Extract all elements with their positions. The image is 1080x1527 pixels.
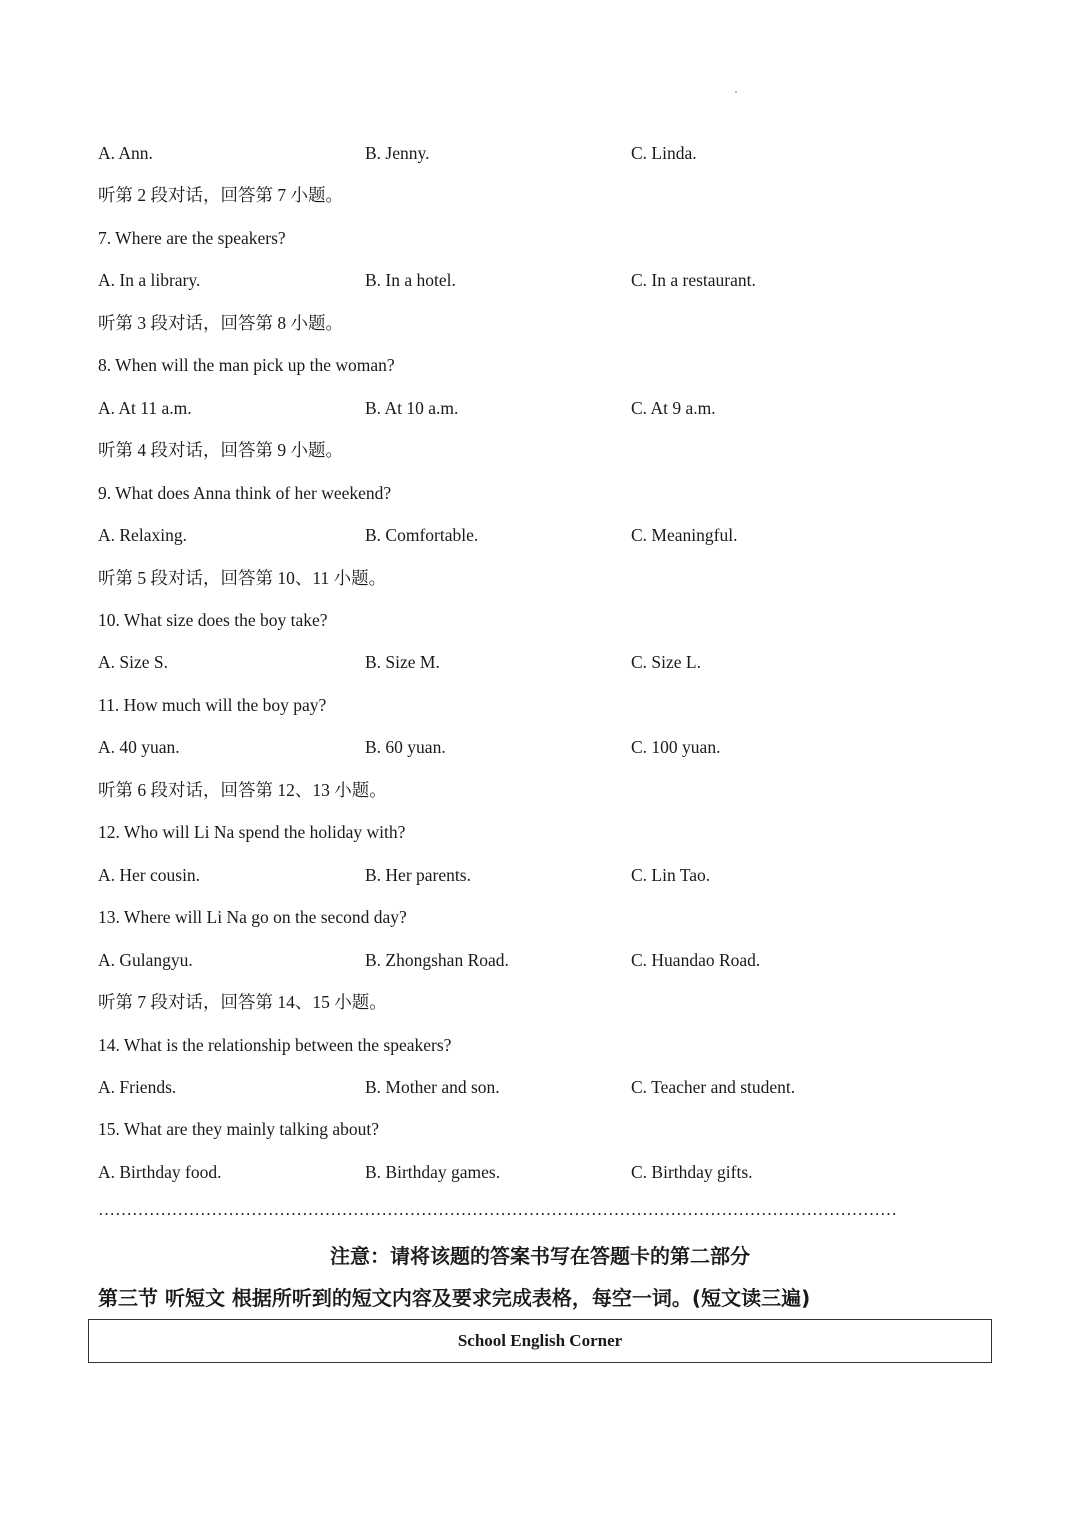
- option-a: A. Friends.: [98, 1076, 177, 1097]
- question-text: 7. Where are the speakers?: [98, 227, 286, 248]
- instruction-text: 听第 6 段对话，回答第 12、13 小题。: [98, 779, 387, 800]
- question-text: 15. What are they mainly talking about?: [98, 1119, 380, 1140]
- option-c: C. Meaningful.: [631, 525, 738, 545]
- option-b: B. In a hotel.: [365, 270, 456, 291]
- option-b: B. Comfortable.: [365, 525, 479, 545]
- question-text: 14. What is the relationship between the speakers?: [98, 1034, 452, 1055]
- option-a: A. In a library.: [98, 270, 201, 291]
- option-a: A. Birthday food.: [98, 1161, 222, 1182]
- option-a: A. Ann.: [98, 143, 153, 163]
- notice-text: 注意：请将该题的答案书写在答题卡的第二部分: [330, 1244, 750, 1268]
- option-c: C. 100 yuan.: [631, 737, 721, 758]
- option-b: B. Mother and son.: [365, 1076, 500, 1097]
- option-a: A. 40 yuan.: [98, 737, 180, 758]
- option-a: A. At 11 a.m.: [98, 397, 192, 418]
- separator-line: ……………………………………………………………………………………………………………………………: [98, 1200, 897, 1219]
- answer-table: [88, 1319, 992, 1363]
- section-heading: 第三节 听短文 根据所听到的短文内容及要求完成表格，每空一词。(短文读三遍): [98, 1286, 811, 1310]
- option-b: B. Size M.: [365, 652, 440, 673]
- option-c: C. At 9 a.m.: [631, 397, 716, 418]
- instruction-text: 听第 2 段对话，回答第 7 小题。: [98, 185, 343, 206]
- scan-mark: [735, 91, 737, 93]
- question-text: 11. How much will the boy pay?: [98, 694, 327, 715]
- option-b: B. 60 yuan.: [365, 737, 446, 758]
- option-a: A. Gulangyu.: [98, 949, 193, 970]
- option-c: C. Size L.: [631, 652, 701, 673]
- option-a: A. Her cousin.: [98, 864, 201, 885]
- instruction-text: 听第 7 段对话，回答第 14、15 小题。: [98, 992, 387, 1012]
- option-c: C. Linda.: [631, 143, 697, 163]
- question-text: 13. Where will Li Na go on the second day?: [98, 907, 407, 928]
- question-text: 12. Who will Li Na spend the holiday with?: [98, 822, 406, 843]
- option-c: C. Teacher and student.: [631, 1076, 796, 1097]
- option-b: B. Birthday games.: [365, 1161, 501, 1182]
- instruction-text: 听第 5 段对话，回答第 10、11 小题。: [98, 567, 387, 588]
- option-b: B. Her parents.: [365, 864, 471, 885]
- option-a: A. Size S.: [98, 652, 168, 673]
- instruction-text: 听第 4 段对话，回答第 9 小题。: [98, 440, 343, 461]
- question-text: 10. What size does the boy take?: [98, 610, 328, 630]
- table-title: School English Corner: [457, 1331, 623, 1350]
- option-b: B. Jenny.: [365, 143, 430, 163]
- question-text: 9. What does Anna think of her weekend?: [98, 482, 392, 503]
- option-c: C. In a restaurant.: [631, 270, 756, 291]
- option-c: C. Huandao Road.: [631, 949, 761, 970]
- option-c: C. Birthday gifts.: [631, 1161, 753, 1182]
- question-text: 8. When will the man pick up the woman?: [98, 355, 395, 376]
- instruction-text: 听第 3 段对话，回答第 8 小题。: [98, 312, 343, 333]
- option-b: B. Zhongshan Road.: [365, 949, 509, 970]
- option-c: C. Lin Tao.: [631, 864, 711, 885]
- option-b: B. At 10 a.m.: [365, 397, 459, 418]
- option-a: A. Relaxing.: [98, 525, 187, 545]
